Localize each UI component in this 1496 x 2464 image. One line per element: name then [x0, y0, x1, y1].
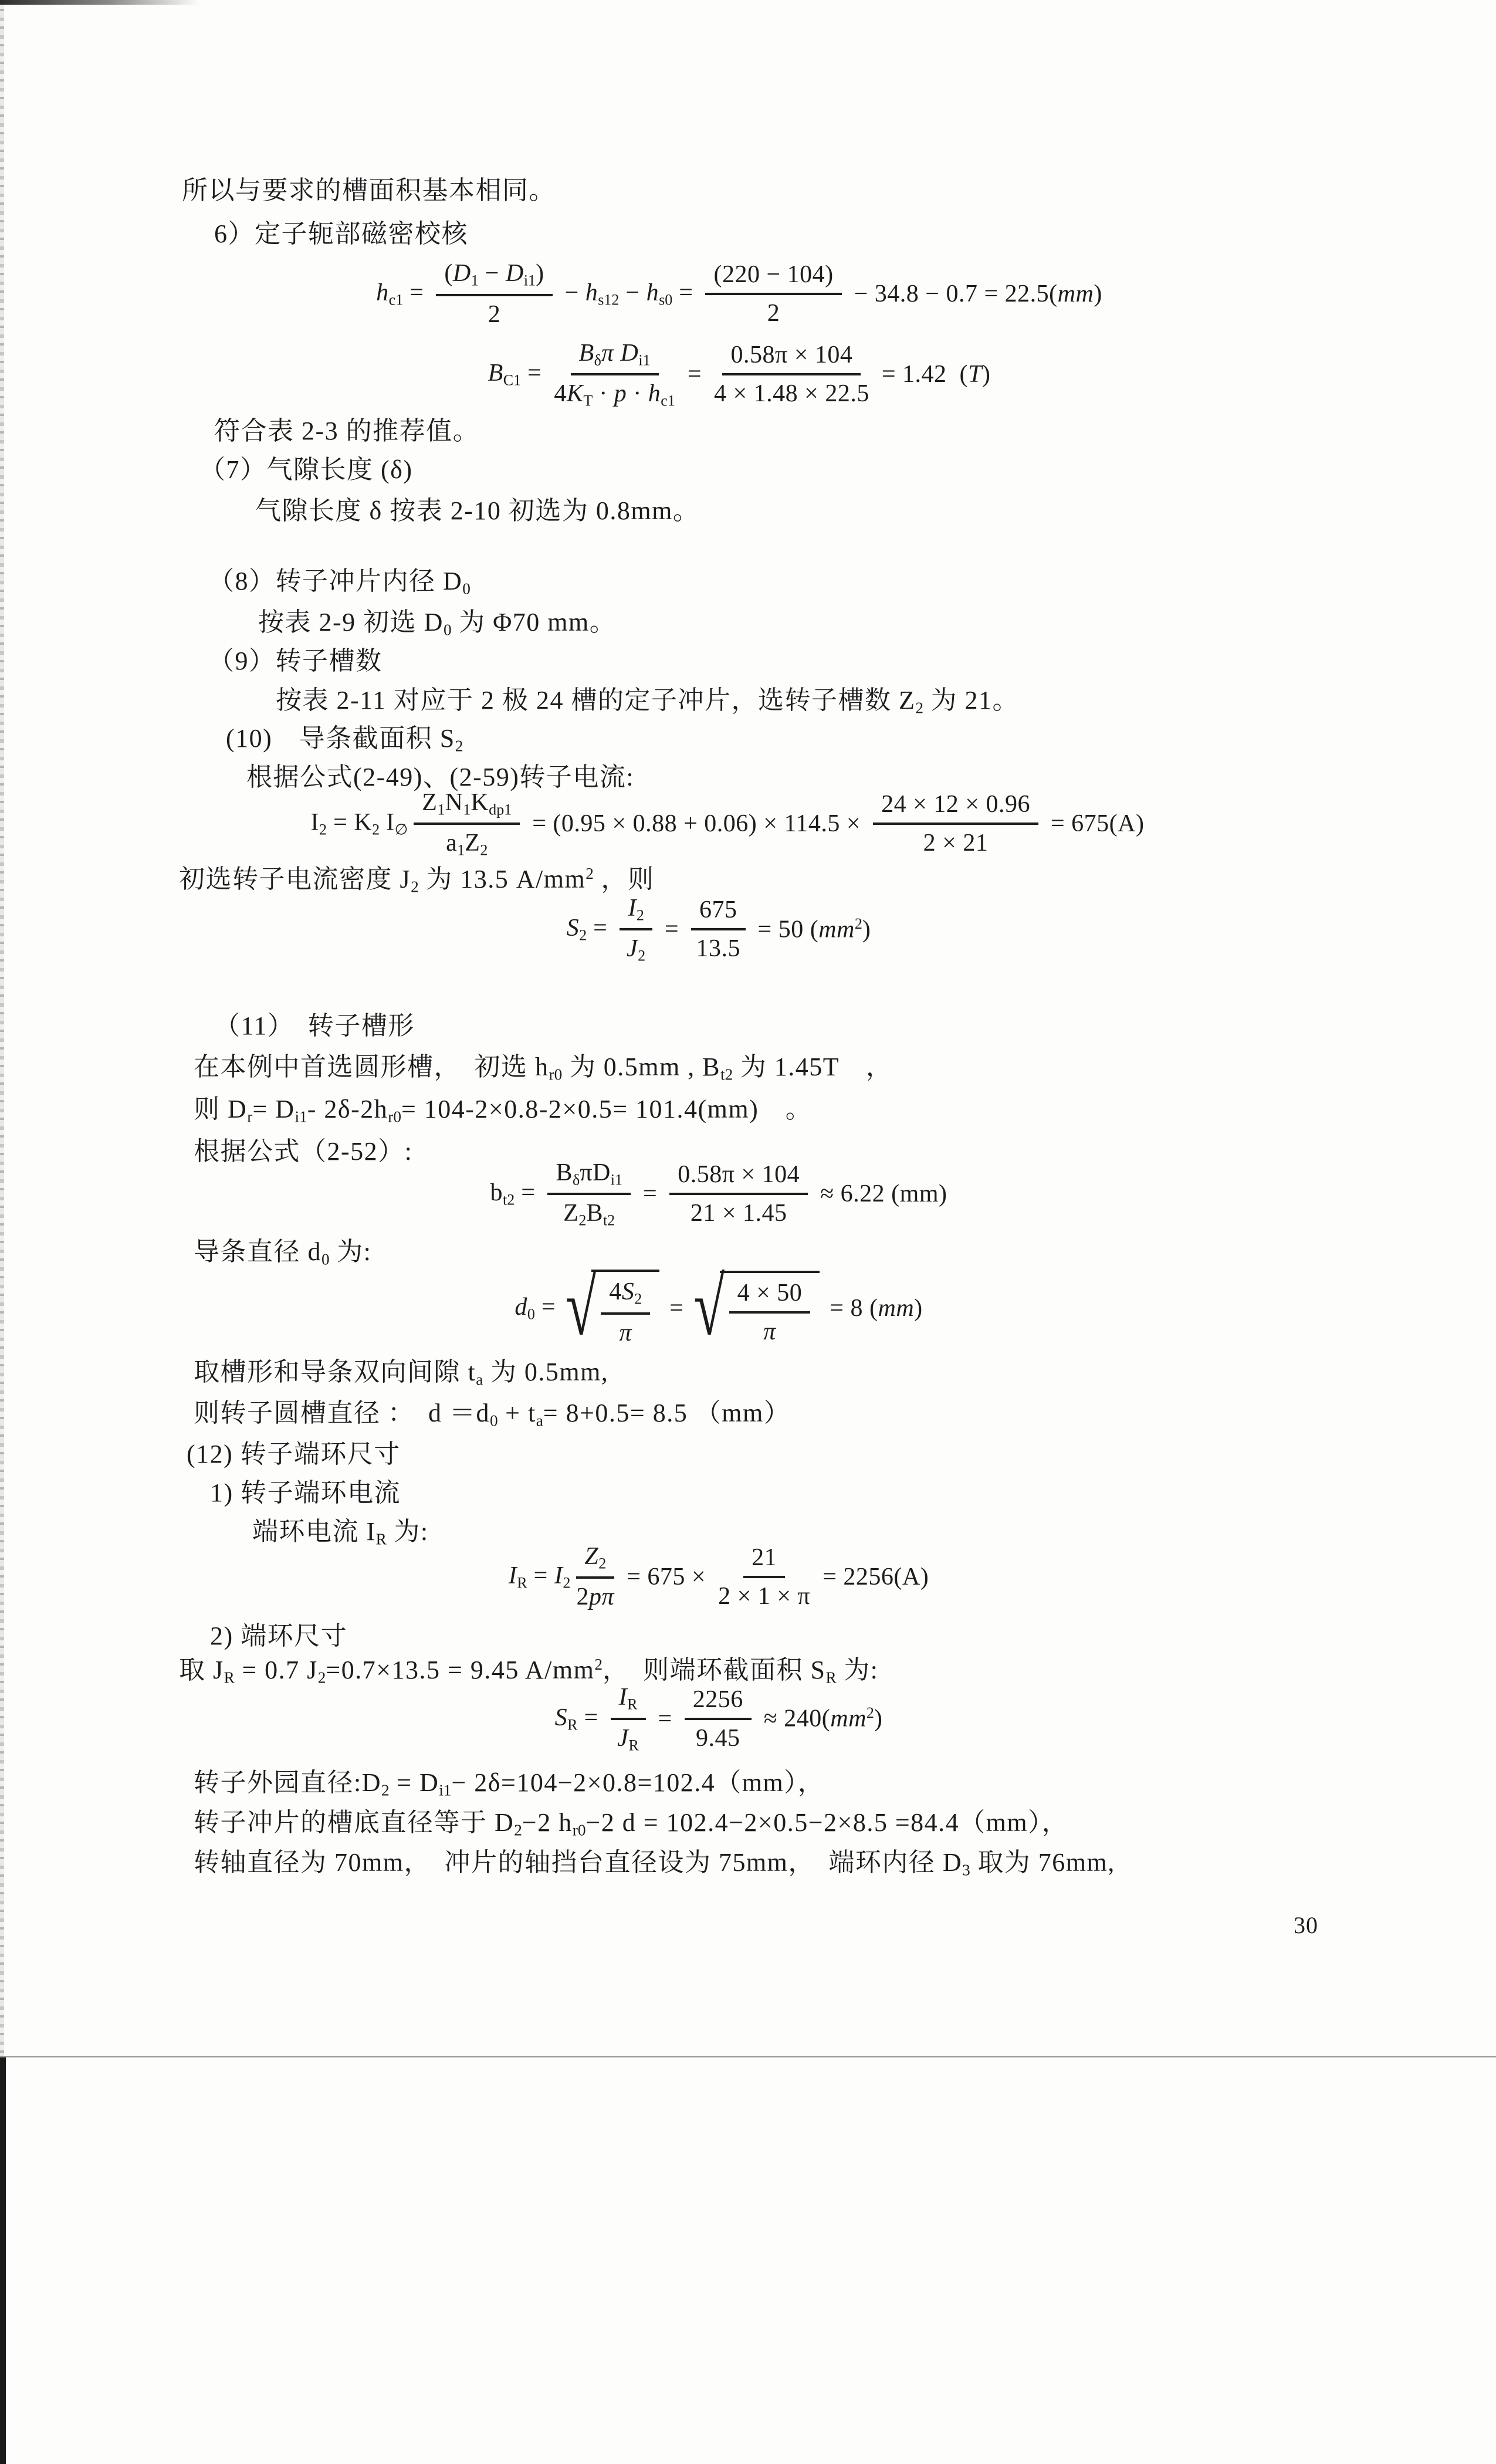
- formula-lhs: $I_R = I_2$: [508, 1562, 571, 1592]
- formula-middle: =: [663, 1295, 691, 1322]
- formula-bt2: [235, 1159, 1203, 1229]
- fraction-numerator: $Z_2$: [576, 1542, 614, 1579]
- formula-hc1: [223, 250, 1255, 338]
- fraction: [611, 1683, 646, 1754]
- fraction-denominator: $J_2$: [626, 935, 646, 964]
- formula-d0: [235, 1261, 1203, 1352]
- fraction: [714, 341, 869, 408]
- heading-section-12: (12) 转子端环尺寸: [187, 1440, 401, 1468]
- formula-result: ≈ $240(mm^2)$: [757, 1704, 883, 1732]
- formula-result: = 1.42 (T): [875, 361, 991, 388]
- heading-end-ring-current: 1) 转子端环电流: [210, 1478, 401, 1507]
- formula-bc1: [223, 336, 1255, 413]
- fraction-denominator: 13.5: [696, 935, 741, 962]
- fraction-numerator: (220 − 104): [705, 260, 841, 295]
- fraction-denominator: 2pπ: [576, 1583, 615, 1611]
- body-slot-shape-2: 则 $D_r= D_{i1}-$ $2\delta-2h_{r0}= 104-2\times 0.8-2\times 0.5= 101.4(mm)$ 。: [194, 1095, 813, 1126]
- fraction-denominator: $4K_T \cdot p \cdot h_{c1}$: [554, 380, 675, 409]
- formula-middle: = 675 ×: [620, 1563, 713, 1590]
- radicand: [720, 1271, 820, 1346]
- formula-lhs: $d_0$ =: [515, 1294, 563, 1323]
- fraction-numerator: 4 × 50: [729, 1279, 811, 1314]
- fraction: [669, 1160, 808, 1227]
- heading-section-9: （9）转子槽数: [208, 647, 383, 675]
- fraction-denominator: 21 × 1.45: [690, 1200, 787, 1227]
- scan-corner-artifact: [0, 2057, 6, 2464]
- body-end-ring-density: 取 $J_R = 0.7$ $J_2=0.7\times 13.5 = 9.45$ $A/mm^2$， 则端环截面积 $S_R$ 为:: [179, 1656, 879, 1687]
- fraction-numerator: 675: [691, 896, 746, 930]
- formula-result: ≈ 6.22 (mm): [814, 1180, 947, 1207]
- page-number: 30: [1294, 1912, 1318, 1938]
- fraction-denominator: 2: [488, 300, 501, 328]
- fraction-numerator: $(D_1 - D_{i1})$: [436, 259, 552, 296]
- formula-i2: [205, 788, 1250, 859]
- fraction: [414, 788, 520, 859]
- radicand: [591, 1270, 659, 1346]
- fraction-numerator: 21: [743, 1544, 785, 1578]
- fraction-denominator: $a_1Z_2$: [446, 830, 488, 859]
- fraction-numerator: 2256: [685, 1685, 752, 1720]
- body-air-gap: 气隙长度 δ 按表 2-10 初选为 0.8mm。: [255, 496, 700, 525]
- fraction-numerator: $B_\delta\pi$ $D_{i1}$: [571, 339, 659, 375]
- square-root: [566, 1261, 659, 1352]
- radical-sign-icon: √: [693, 1261, 725, 1352]
- body-rotor-inner-diameter: 按表 2-9 初选 $D_0$ 为 Φ70 mm。: [258, 608, 617, 639]
- body-clearance: 取槽形和导条双向间隙 $t_a$ 为 0.5mm,: [194, 1358, 609, 1389]
- fraction-denominator: 4 × 1.48 × 22.5: [714, 380, 869, 407]
- fraction: [576, 1542, 614, 1611]
- formula-middle: =: [658, 916, 686, 943]
- body-round-slot-diameter: 则转子圆槽直径 ： $d =d_0 + t_a= 8+0.5= 8.5$ （mm）: [194, 1399, 791, 1430]
- formula-sr: [235, 1685, 1203, 1752]
- fraction: [718, 1544, 810, 1610]
- fraction-denominator: $J_R$: [617, 1724, 639, 1754]
- fraction-denominator: 2 × 21: [923, 830, 989, 857]
- fraction-numerator: $I_2$: [620, 894, 652, 930]
- formula-lhs: $S_2$ =: [566, 915, 614, 944]
- fraction-numerator: 0.58π × 104: [722, 341, 861, 375]
- fraction: [436, 259, 552, 328]
- scan-left-edge-artifact: [0, 0, 4, 2056]
- fraction: [547, 1159, 631, 1230]
- formula-s2: [235, 896, 1203, 962]
- heading-section-6: 6）定子轭部磁密校核: [214, 219, 468, 248]
- fraction-denominator: 2 × 1 × π: [718, 1582, 811, 1610]
- fraction-denominator: 2: [767, 300, 780, 327]
- fraction-numerator: $I_R$: [611, 1683, 646, 1720]
- formula-result: = 8 (mm): [823, 1295, 923, 1322]
- formula-middle: = (0.95 × 0.88 + 0.06) × 114.5 ×: [526, 810, 868, 837]
- formula-ir: [235, 1543, 1203, 1610]
- formula-lhs: $B_{C1}$ =: [488, 360, 549, 389]
- fraction: [691, 896, 746, 963]
- body-end-ring-current-intro: 端环电流 $I_R$ 为:: [252, 1517, 429, 1548]
- heading-section-11: （11） 转子槽形: [214, 1011, 415, 1040]
- fraction-numerator: $4S_2$: [601, 1278, 650, 1314]
- fraction-denominator: π: [619, 1319, 632, 1346]
- square-root: [693, 1261, 820, 1352]
- formula-result: = 50 $(mm^2)$: [751, 915, 871, 943]
- scan-top-edge-artifact: [0, 0, 199, 5]
- formula-result: = 675(A): [1044, 810, 1145, 837]
- fraction: [873, 790, 1038, 857]
- body-rotor-current-intro: 根据公式(2-49)、(2-59)转子电流:: [246, 763, 635, 791]
- page-bottom-edge-artifact: [0, 2056, 1496, 2057]
- fraction-numerator: $Z_1N_1K_{dp1}$: [414, 788, 520, 825]
- radical-sign-icon: √: [566, 1261, 597, 1352]
- fraction-numerator: 24 × 12 × 0.96: [873, 790, 1038, 825]
- heading-section-8: （8）转子冲片内径 $D_0$: [208, 567, 471, 598]
- fraction-denominator: $Z_2B_{t2}$: [563, 1200, 615, 1229]
- formula-middle: − $h_{s12} - h_{s0}$ =: [558, 279, 700, 309]
- body-shaft-diameter: 转轴直径为 70mm， 冲片的轴挡台直径设为 75mm， 端环内径 $D_3$ 取为 76mm,: [194, 1848, 1115, 1879]
- fraction: [705, 260, 841, 327]
- fraction-denominator: 9.45: [695, 1724, 740, 1752]
- formula-result: − 34.8 − 0.7 = 22.5(mm): [847, 280, 1102, 307]
- formula-lhs: $S_R$ =: [554, 1704, 605, 1734]
- paragraph-slot-area-conclusion: 所以与要求的槽面积基本相同。: [182, 176, 556, 205]
- body-rotor-slot-number: 按表 2-11 对应于 2 极 24 槽的定子冲片，选转子槽数 $Z_2$ 为 21。: [276, 686, 1020, 717]
- fraction: [729, 1279, 811, 1346]
- formula-middle: =: [637, 1180, 664, 1207]
- fraction-denominator: π: [763, 1318, 776, 1345]
- fraction-numerator: 0.58π × 104: [669, 1160, 808, 1195]
- fraction-numerator: $B_\delta\pi D_{i1}$: [547, 1159, 631, 1195]
- formula-middle: =: [681, 361, 708, 388]
- heading-section-10: (10) 导条截面积 $S_2$: [226, 724, 463, 755]
- heading-section-7: （7）气隙长度 (δ): [199, 455, 413, 484]
- fraction: [620, 894, 652, 965]
- formula-lhs: $I_2 = K_2$ $I_\emptyset$: [310, 809, 408, 838]
- body-bar-diameter-intro: 导条直径 $d_0$ 为:: [194, 1237, 372, 1268]
- formula-middle: =: [651, 1705, 679, 1732]
- body-slot-bottom-diameter: 转子冲片的槽底直径等于 $D_2-2$ $h_{r0}-2$ d = 102.4−2×0.5−2×8.5 =84.4（mm），: [194, 1808, 1069, 1839]
- body-formula-2-52-intro: 根据公式（2-52）:: [194, 1137, 413, 1166]
- formula-lhs: $b_{t2}$ =: [490, 1179, 542, 1209]
- heading-end-ring-size: 2) 端环尺寸: [210, 1622, 348, 1650]
- body-current-density: 初选转子电流密度 $J_2$ 为 13.5 $A/mm^2$ ，则: [179, 865, 655, 896]
- formula-lhs: $h_{c1}$ =: [376, 279, 431, 309]
- body-slot-shape-1: 在本例中首选圆形槽， 初选 $h_{r0}$ 为 0.5mm , $B_{t2}$ 为 1.45T ，: [194, 1052, 893, 1084]
- body-rotor-outer-diameter: 转子外园直径$:D_2 = D_{i1}- 2\delta=104-2\times 0.8=102.4(mm)$，: [194, 1768, 825, 1799]
- formula-result: = 2256(A): [816, 1563, 929, 1590]
- note-table-2-3: 符合表 2-3 的推荐值。: [214, 417, 480, 445]
- fraction: [601, 1278, 650, 1346]
- fraction: [554, 339, 675, 410]
- fraction: [685, 1685, 752, 1752]
